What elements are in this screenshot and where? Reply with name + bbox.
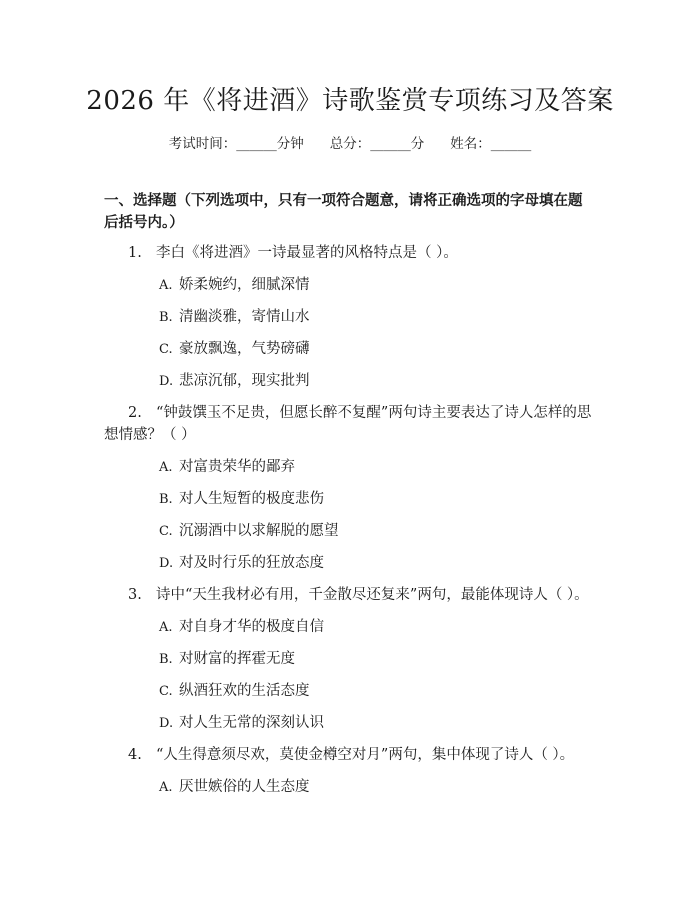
option-3c (159, 680, 310, 703)
option-text: 悲凉沉郁，现实批判 (179, 373, 310, 389)
option-text: 娇柔婉约，细腻深情 (179, 277, 310, 293)
option-text: 沉溺酒中以求解脱的愿望 (179, 523, 339, 539)
question-number: 4. (128, 747, 142, 763)
option-2a (159, 456, 295, 479)
option-1d (159, 370, 310, 393)
option-letter: A. (159, 620, 173, 635)
option-text: 对富贵荣华的鄙弃 (179, 459, 295, 475)
question-number: 3. (128, 587, 142, 603)
option-3d (159, 712, 324, 735)
question-3 (104, 584, 594, 606)
option-letter: D. (159, 374, 174, 389)
option-1c (159, 338, 310, 361)
option-1a (159, 274, 310, 297)
exam-info-line (0, 132, 700, 152)
option-4a (159, 776, 310, 799)
option-text: 厌世嫉俗的人生态度 (179, 779, 310, 795)
option-letter: A. (159, 780, 173, 795)
exam-time-field: 考试时间：______分钟 (168, 136, 304, 152)
question-1 (104, 242, 594, 264)
question-text: 李白《将进酒》一诗最显著的风格特点是（ ）。 (156, 245, 458, 261)
option-text: 对人生短暂的极度悲伤 (179, 491, 324, 507)
question-2 (104, 402, 594, 446)
option-letter: D. (159, 716, 174, 731)
option-3a (159, 616, 324, 639)
option-letter: D. (159, 556, 174, 571)
option-letter: C. (159, 524, 173, 539)
option-letter: B. (159, 652, 173, 667)
option-letter: C. (159, 684, 173, 699)
option-2d (159, 552, 324, 575)
question-text: “人生得意须尽欢，莫使金樽空对月”两句，集中体现了诗人（ ）。 (156, 747, 575, 763)
option-text: 对及时行乐的狂放态度 (179, 555, 324, 571)
question-number: 1. (128, 245, 142, 261)
option-text: 清幽淡雅，寄情山水 (179, 309, 310, 325)
question-number: 2. (128, 405, 142, 421)
option-letter: B. (159, 310, 173, 325)
student-name-field: 姓名：______ (450, 136, 532, 152)
option-letter: A. (159, 460, 173, 475)
option-text: 对财富的挥霍无度 (179, 651, 295, 667)
option-letter: A. (159, 278, 173, 293)
option-2b (159, 488, 324, 511)
option-letter: B. (159, 492, 173, 507)
option-text: 对人生无常的深刻认识 (179, 715, 324, 731)
option-text: 豪放飘逸，气势磅礴 (179, 341, 310, 357)
option-text: 纵酒狂欢的生活态度 (179, 683, 310, 699)
option-1b (159, 306, 310, 329)
option-2c (159, 520, 339, 543)
option-3b (159, 648, 295, 671)
question-text: “钟鼓馔玉不足贵，但愿长醉不复醒”两句诗主要表达了诗人怎样的思想情感？（ ） (104, 405, 592, 443)
option-text: 对自身才华的极度自信 (179, 619, 324, 635)
section-heading: 一、选择题（下列选项中，只有一项符合题意，请将正确选项的字母填在题后括号内。） (104, 192, 583, 231)
document-title: 2026 年《将进酒》诗歌鉴赏专项练习及答案 (86, 86, 614, 116)
question-4 (104, 744, 594, 766)
question-text: 诗中“天生我材必有用，千金散尽还复来”两句，最能体现诗人（ ）。 (156, 587, 589, 603)
total-score-field: 总分：______分 (329, 136, 425, 152)
option-letter: C. (159, 342, 173, 357)
